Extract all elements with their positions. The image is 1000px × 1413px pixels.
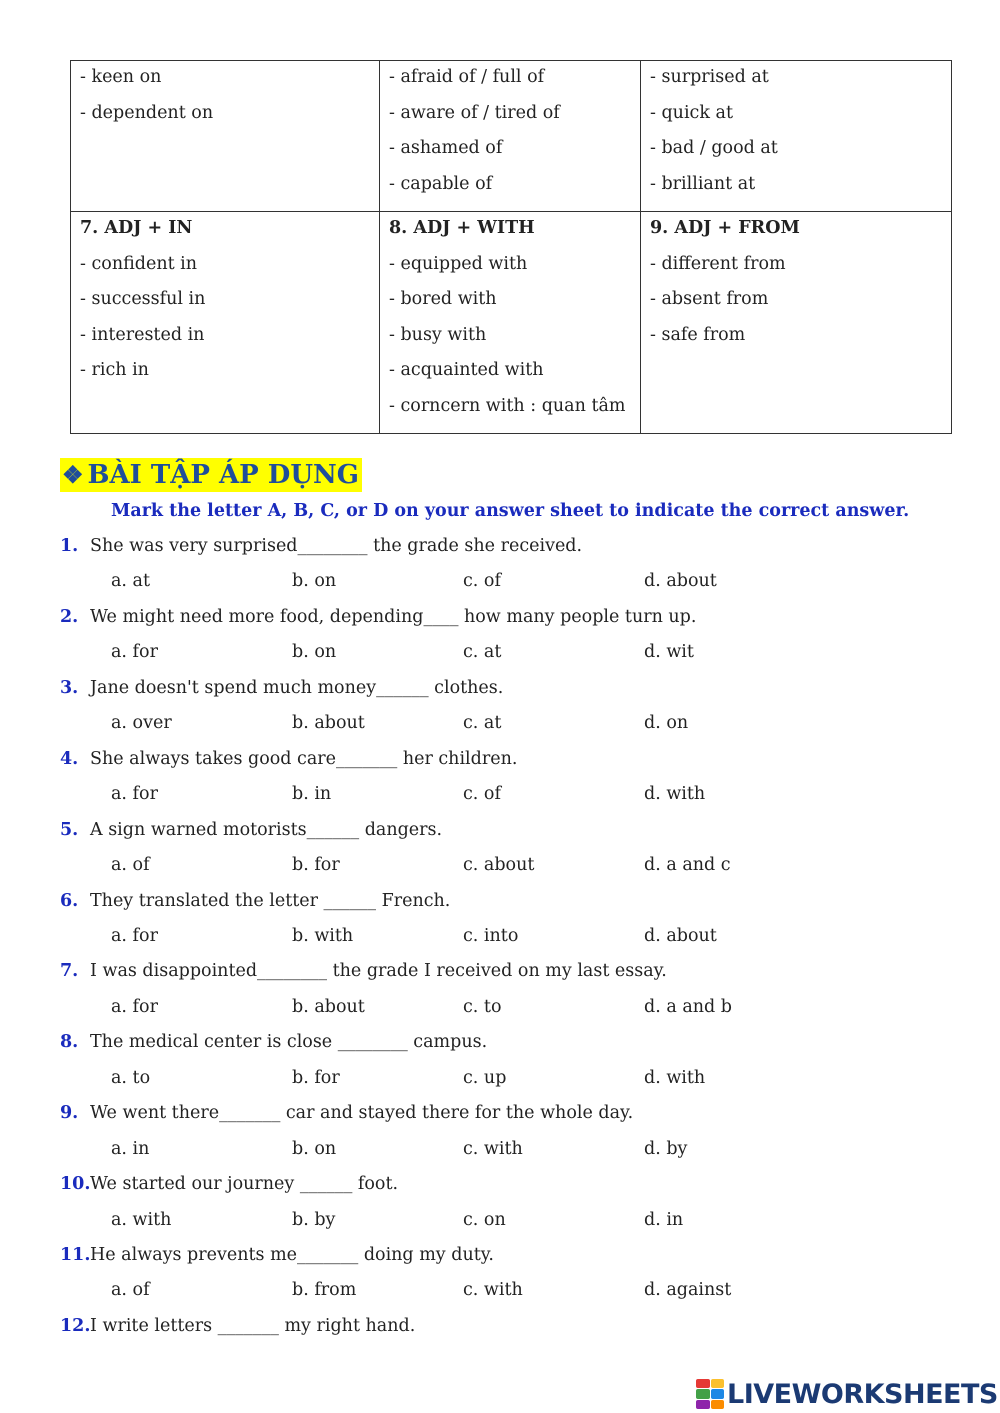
group-heading: 8. ADJ + WITH [389, 218, 535, 238]
question-number: 4. [60, 748, 79, 769]
answer-option[interactable]: c. up [463, 1067, 507, 1088]
answer-option[interactable]: b. about [292, 713, 365, 734]
list-item: - acquainted with [389, 360, 544, 380]
answer-option[interactable]: a. with [111, 1209, 172, 1230]
answer-option[interactable]: a. for [111, 996, 158, 1017]
answer-option[interactable]: b. with [292, 925, 354, 946]
question-text: We went there_______ car and stayed there for the whole day. [90, 1103, 634, 1124]
question [60, 1171, 398, 1197]
question-number: 1. [60, 536, 79, 556]
list-item: - surprised at [650, 67, 769, 87]
list-item: - dependent on [80, 102, 214, 123]
question-number: 8. [60, 1032, 79, 1053]
section-title-text: BÀI TẬP ÁP DỤNG [87, 460, 359, 490]
answer-option[interactable]: b. by [292, 1209, 336, 1230]
answer-option[interactable]: c. at [463, 713, 502, 734]
answer-option[interactable]: a. of [111, 1280, 150, 1301]
answer-option[interactable]: d. a and b [644, 996, 732, 1017]
answer-option[interactable]: d. on [644, 713, 689, 734]
logo-square [711, 1379, 725, 1388]
table-row [71, 212, 952, 434]
answer-option[interactable]: d. by [644, 1138, 688, 1159]
question [60, 604, 696, 630]
list-item: - confident in [80, 253, 198, 274]
answer-option[interactable]: a. for [111, 925, 158, 946]
answer-options [0, 781, 1000, 807]
question-text: The medical center is close ________ campus. [90, 1032, 488, 1053]
answer-options [0, 1207, 1000, 1233]
question-text: She was very surprised________ the grade she received. [90, 536, 583, 556]
table-cell [71, 61, 380, 212]
list-item: - aware of / tired of [389, 102, 560, 123]
question [60, 958, 667, 984]
answer-options [0, 1136, 1000, 1162]
answer-option[interactable]: b. on [292, 642, 337, 663]
logo-text: LIVEWORKSHEETS [727, 1378, 998, 1410]
list-item: - brilliant at [650, 173, 756, 194]
answer-option[interactable]: a. for [111, 784, 158, 805]
question-text: They translated the letter ______ French. [90, 890, 451, 911]
answer-option[interactable]: c. into [463, 925, 519, 946]
answer-option[interactable]: c. on [463, 1209, 506, 1230]
question [60, 675, 503, 701]
logo-square [696, 1379, 710, 1388]
logo-square [711, 1389, 725, 1398]
answer-option[interactable]: a. in [111, 1138, 150, 1159]
question-text: A sign warned motorists______ dangers. [90, 819, 443, 840]
question-text: Jane doesn't spend much money______ clothes. [90, 677, 504, 698]
question-number: 11. [60, 1245, 91, 1265]
section-title [60, 458, 362, 492]
answer-option[interactable]: a. of [111, 855, 150, 875]
question-number: 12. [60, 1315, 91, 1336]
answer-option[interactable]: c. with [463, 1138, 523, 1159]
list-item: - busy with [389, 324, 487, 345]
answer-option[interactable]: a. for [111, 642, 158, 663]
question [60, 1100, 633, 1126]
question-text: I was disappointed________ the grade I received on my last essay. [90, 961, 667, 982]
question-number: 10. [60, 1174, 91, 1195]
answer-option[interactable]: d. about [644, 571, 717, 592]
answer-options [0, 923, 1000, 949]
logo-mark-icon [696, 1379, 724, 1409]
question [60, 1242, 494, 1268]
list-item: - equipped with [389, 253, 528, 274]
answer-option[interactable]: d. wit [644, 642, 694, 663]
question-number: 3. [60, 677, 79, 698]
answer-option[interactable]: d. in [644, 1209, 684, 1230]
answer-option[interactable]: b. on [292, 1138, 337, 1159]
answer-option[interactable]: d. against [644, 1280, 732, 1301]
answer-option[interactable]: d. with [644, 1067, 706, 1088]
question-number: 2. [60, 606, 79, 627]
answer-option[interactable]: d. with [644, 784, 706, 805]
answer-options [0, 852, 1000, 878]
list-item: - ashamed of [389, 138, 503, 158]
answer-options [0, 1065, 1000, 1091]
answer-option[interactable]: b. for [292, 1067, 340, 1088]
prepositions-table [70, 60, 952, 434]
list-item: - rich in [80, 360, 149, 380]
list-item: - bad / good at [650, 138, 778, 158]
answer-option[interactable]: c. of [463, 571, 501, 592]
table-cell [380, 61, 641, 212]
answer-option[interactable]: b. about [292, 996, 365, 1017]
question-text: She always takes good care_______ her children. [90, 748, 518, 769]
list-item: - bored with [389, 289, 497, 309]
answer-option[interactable]: c. with [463, 1280, 523, 1301]
list-item: - safe from [650, 324, 746, 345]
question [60, 888, 450, 914]
table-cell [641, 212, 952, 434]
question-number: 5. [60, 819, 79, 840]
liveworksheets-logo [696, 1376, 998, 1412]
table-cell [641, 61, 952, 212]
list-item: - capable of [389, 173, 493, 194]
table-cell [380, 212, 641, 434]
question-number: 9. [60, 1103, 79, 1124]
question [60, 746, 517, 772]
answer-option[interactable]: b. from [292, 1280, 357, 1301]
list-item: - interested in [80, 324, 205, 345]
list-item: - successful in [80, 289, 206, 309]
answer-options [0, 1277, 1000, 1303]
answer-option[interactable]: c. to [463, 996, 502, 1017]
question-number: 7. [60, 961, 79, 982]
question-text: He always prevents me_______ doing my duty. [90, 1245, 494, 1265]
answer-option[interactable]: a. to [111, 1067, 151, 1088]
answer-option[interactable]: c. about [463, 855, 535, 875]
question-text: We started our journey ______ foot. [90, 1174, 399, 1195]
answer-options [0, 994, 1000, 1020]
list-item: - different from [650, 253, 786, 274]
answer-option[interactable]: d. about [644, 925, 717, 946]
answer-option[interactable]: b. in [292, 784, 332, 805]
list-item: - afraid of / full of [389, 67, 545, 87]
group-heading: 9. ADJ + FROM [650, 218, 800, 238]
logo-square [696, 1400, 710, 1409]
answer-option[interactable]: d. a and c [644, 855, 731, 875]
diamond-icon: ❖ [62, 460, 84, 489]
answer-options [0, 568, 1000, 594]
list-item: - quick at [650, 102, 733, 123]
answer-option[interactable]: a. over [111, 713, 172, 734]
answer-options [0, 710, 1000, 736]
question [60, 533, 582, 559]
answer-option[interactable]: b. for [292, 855, 340, 875]
question-text: I write letters _______ my right hand. [90, 1315, 416, 1336]
group-heading: 7. ADJ + IN [80, 218, 193, 238]
answer-options [0, 639, 1000, 665]
question-number: 6. [60, 890, 79, 911]
table-cell [71, 212, 380, 434]
answer-option[interactable]: c. at [463, 642, 502, 663]
instruction: Mark the letter A, B, C, or D on your answer sheet to indicate the correct answer. [111, 501, 910, 521]
table-row [71, 61, 952, 212]
list-item: - absent from [650, 289, 769, 309]
logo-square [696, 1389, 710, 1398]
question [60, 1313, 415, 1339]
answer-option[interactable]: c. of [463, 784, 501, 805]
list-item: - keen on [80, 67, 162, 87]
logo-square [711, 1400, 725, 1409]
list-item: - corncern with : quan tâm [389, 395, 626, 416]
answer-option[interactable]: a. at [111, 571, 151, 592]
question [60, 817, 442, 843]
question-text: We might need more food, depending____ how many people turn up. [90, 606, 697, 627]
question [60, 1029, 487, 1055]
answer-option[interactable]: b. on [292, 571, 337, 592]
